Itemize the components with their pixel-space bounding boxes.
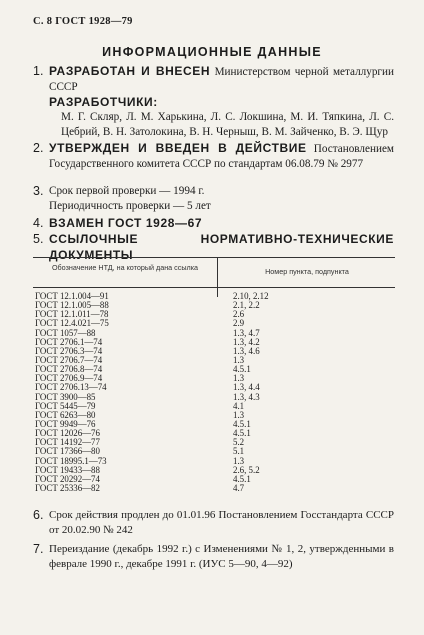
document-designation: ГОСТ 2706.9—74 bbox=[35, 373, 103, 384]
document-designation: ГОСТ 1057—88 bbox=[35, 327, 96, 338]
clause-number: 5.1 bbox=[233, 446, 245, 457]
section-number: 1. bbox=[33, 64, 44, 78]
document-designation: ГОСТ 17366—80 bbox=[35, 446, 100, 457]
clause-number: 4.5.1 bbox=[233, 418, 251, 429]
table-header-document: Обозначение НТД, на который дана ссылка bbox=[51, 263, 199, 272]
document-designation: ГОСТ 18995.1—73 bbox=[35, 455, 107, 466]
clause-number: 1.3 bbox=[233, 409, 245, 420]
document-designation: ГОСТ 5445—79 bbox=[35, 400, 96, 411]
clause-number: 4.5.1 bbox=[233, 428, 251, 439]
section-text: Постановлением Государственного комитета СССР по стандартам 06.08.79 № 2977 bbox=[49, 143, 394, 170]
section-number: 7. bbox=[33, 542, 44, 556]
section-2 bbox=[33, 141, 394, 172]
clause-number: 1.3, 4.6 bbox=[233, 345, 260, 356]
clause-number: 1.3 bbox=[233, 455, 245, 466]
table-top-rule bbox=[33, 257, 395, 258]
document-designation: ГОСТ 2706.7—74 bbox=[35, 354, 103, 365]
clause-number: 1.3 bbox=[233, 373, 245, 384]
clause-number: 4.5.1 bbox=[233, 364, 251, 375]
document-designation: ГОСТ 12.1.011—78 bbox=[35, 309, 109, 320]
clause-number: 2.6, 5.2 bbox=[233, 464, 260, 475]
developers-list: М. Г. Скляр, Л. М. Харькина, Л. С. Локшина, М. И. Тяпкина, Л. С. Цебрий, В. Н. Затолокина, В. Н. Черныш, В. М. Зайченко, В. Э. Щур bbox=[61, 111, 394, 138]
document-designation: ГОСТ 12.1.005—88 bbox=[35, 300, 109, 311]
section-heading: ССЫЛОЧНЫЕ НОРМАТИВНО-ТЕХНИЧЕСКИЕ ДОКУМЕНТЫ bbox=[49, 232, 394, 262]
clause-number: 1.3, 4.7 bbox=[233, 327, 260, 338]
section-text: Министерством черной металлургии СССР bbox=[49, 66, 394, 93]
document-designation: ГОСТ 12026—76 bbox=[35, 428, 100, 439]
clause-number: 2.6 bbox=[233, 309, 245, 320]
section-text: Срок действия продлен до 01.01.96 Постановлением Госстандарта СССР от 20.02.90 № 242 bbox=[49, 509, 394, 536]
section-number: 4. bbox=[33, 216, 44, 230]
section-heading: РАЗРАБОТАН И ВНЕСЕН bbox=[49, 64, 211, 78]
page-header: С. 8 ГОСТ 1928—79 bbox=[33, 16, 133, 27]
table-row bbox=[33, 484, 395, 493]
developers-label: РАЗРАБОТЧИКИ: bbox=[49, 95, 158, 109]
clause-number: 5.2 bbox=[233, 437, 245, 448]
section-heading: ВЗАМЕН ГОСТ 1928—67 bbox=[49, 216, 203, 230]
document-designation: ГОСТ 20292—74 bbox=[35, 473, 100, 484]
document-designation: ГОСТ 12.1.004—91 bbox=[35, 291, 109, 301]
clause-number: 1.3, 4.3 bbox=[233, 391, 260, 402]
clause-number: 2.1, 2.2 bbox=[233, 300, 260, 311]
document-designation: ГОСТ 19433—88 bbox=[35, 464, 100, 475]
section-text: Переиздание (декабрь 1992 г.) с Изменениями № 1, 2, утвержденными в феврале 1990 г., декабре 1991 г. (ИУС 5—90, 4—92) bbox=[49, 543, 394, 570]
table-header-rule bbox=[33, 287, 395, 288]
section-number: 6. bbox=[33, 508, 44, 522]
section-6 bbox=[33, 508, 394, 538]
document-designation: ГОСТ 14192—77 bbox=[35, 437, 100, 448]
section-3 bbox=[33, 184, 394, 214]
document-designation: ГОСТ 2706.13—74 bbox=[35, 382, 107, 393]
section-7 bbox=[33, 542, 394, 572]
document-designation: ГОСТ 2706.3—74 bbox=[35, 345, 103, 356]
clause-number: 2.10, 2.12 bbox=[233, 291, 269, 301]
section-number: 5. bbox=[33, 232, 44, 246]
clause-number: 1.3, 4.2 bbox=[233, 336, 260, 347]
document-designation: ГОСТ 6263—80 bbox=[35, 409, 96, 420]
review-period: Периодичность проверки — 5 лет bbox=[49, 200, 211, 212]
clause-number: 1.3 bbox=[233, 354, 245, 365]
first-review-date: Срок первой проверки — 1994 г. bbox=[49, 185, 205, 197]
document-designation: ГОСТ 12.4.021—75 bbox=[35, 318, 109, 329]
section-heading: УТВЕРЖДЕН И ВВЕДЕН В ДЕЙСТВИЕ bbox=[49, 141, 307, 155]
references-table bbox=[33, 257, 395, 505]
table-header-clause: Номер пункта, подпункта bbox=[265, 267, 349, 276]
clause-number: 4.5.1 bbox=[233, 473, 251, 484]
section-number: 2. bbox=[33, 141, 44, 155]
document-designation: ГОСТ 9949—76 bbox=[35, 418, 96, 429]
clause-number: 1.3, 4.4 bbox=[233, 382, 260, 393]
document-designation: ГОСТ 25336—82 bbox=[35, 482, 100, 493]
page-title: ИНФОРМАЦИОННЫЕ ДАННЫЕ bbox=[102, 45, 322, 59]
document-designation: ГОСТ 2706.1—74 bbox=[35, 336, 103, 347]
table-column-divider bbox=[217, 257, 218, 297]
clause-number: 4.1 bbox=[233, 400, 245, 411]
section-4 bbox=[33, 216, 394, 232]
section-number: 3. bbox=[33, 184, 44, 198]
table-body bbox=[33, 292, 395, 493]
clause-number: 2.9 bbox=[233, 318, 245, 329]
section-1 bbox=[33, 64, 394, 140]
clause-number: 4.7 bbox=[233, 482, 245, 493]
document-designation: ГОСТ 2706.8—74 bbox=[35, 364, 103, 375]
document-designation: ГОСТ 3900—85 bbox=[35, 391, 96, 402]
